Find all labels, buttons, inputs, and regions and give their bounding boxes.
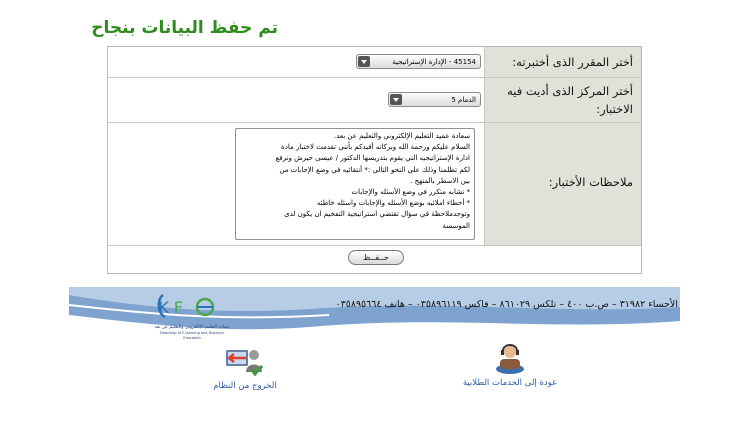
logout-label: الخروج من النظام	[213, 381, 277, 391]
notes-line: بين الاسطر بالمنهج .	[410, 176, 470, 185]
chevron-down-icon	[358, 56, 370, 67]
logout-user-icon	[224, 346, 266, 378]
notes-line: * أخطاء املائيه بوضع الأسئله والإجابات واسئله خاطئه	[316, 199, 470, 208]
notes-textarea[interactable]	[235, 128, 475, 240]
notes-line: وتوجدملاحظة في سؤال تقتضي استراتيجية التفخيم ان يكون لدى	[284, 210, 470, 219]
notes-line: سعادة عميد التعليم الإلكتروني والتعليم عن بعد.	[333, 132, 470, 140]
save-row	[108, 246, 641, 274]
svg-text:F: F	[173, 298, 183, 317]
notes-label: ملاحظات الأختبار:	[484, 123, 641, 245]
support-agent-icon	[495, 339, 525, 375]
center-cell	[108, 78, 484, 122]
back-to-services-link[interactable]	[455, 339, 565, 388]
logo-mark-icon	[153, 291, 231, 321]
svg-text:K: K	[158, 298, 169, 317]
logo-text-en: Deanship of E-learning and Distance Education	[160, 331, 224, 340]
center-label: أختر المركز الذى أديت فيه الاختبار:	[484, 78, 641, 122]
center-selected-value: الدمام 5	[451, 95, 476, 104]
logo-text-ar: عمادة التعليم الإلكتروني والتعليم عن بعد	[154, 325, 230, 330]
notes-line: * تشابه متكرر في وضع الأسئله والإجابات	[351, 188, 470, 197]
center-select[interactable]	[388, 92, 481, 107]
save-button[interactable]: حــفــظ	[348, 250, 404, 265]
course-label: أختر المقرر الذى أختبرته:	[484, 47, 641, 77]
course-selected-value: 45154 - الإدارة الإستراتيجية	[392, 57, 476, 66]
success-message: تم حفظ البيانات بنجاح	[91, 18, 278, 38]
logout-link[interactable]	[200, 346, 290, 391]
notes-line: السلام عليكم ورحمة الله وبركاته أفيدكم بأنني تقدمت لاختبار مادة	[281, 143, 470, 152]
notes-line: ادارة الإستراتيجيه التي يقوم بتدريسها الدكتور / عيسى حيرش ونرفع	[275, 154, 470, 163]
footer-address: الأحساء ٣١٩٨٢ – ص.ب ٤٠٠ – تلكس ٨٦١٠٢٩ – فاكس ٠٣٥٨٩٦١١٩ – هاتف ٠٣٥٨٩٥٦٦٤	[335, 299, 678, 310]
notes-line: الموسسة	[442, 221, 470, 230]
chevron-down-icon	[390, 94, 402, 105]
course-select[interactable]	[356, 54, 481, 69]
deanship-logo	[153, 291, 231, 339]
course-cell	[108, 47, 484, 77]
notes-line: لكم تظلمنا وذلك على النحو التالي :* أنتقائيه في وضع الإجابات من	[279, 165, 470, 174]
form-table	[107, 46, 642, 274]
back-to-services-label: عودة إلى الخدمات الطلابية	[462, 378, 558, 388]
